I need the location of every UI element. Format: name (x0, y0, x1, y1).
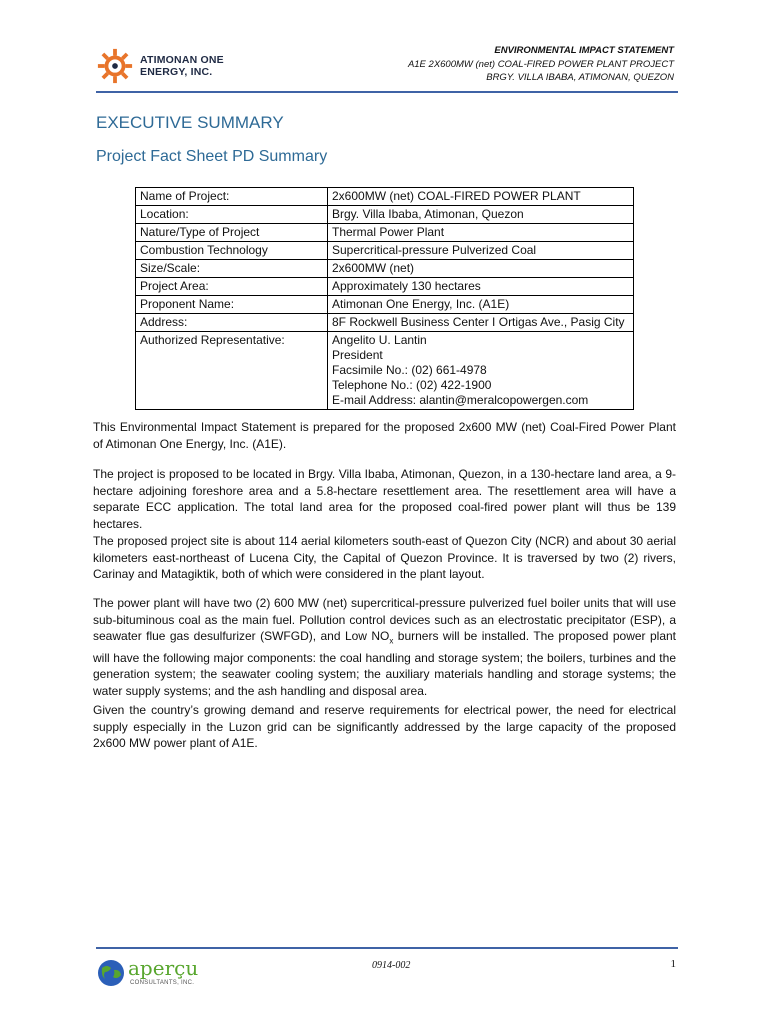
paragraph-components (93, 595, 676, 699)
fact-label: Location: (136, 206, 328, 224)
fact-value: Thermal Power Plant (328, 224, 634, 242)
paragraph-intro: This Environmental Impact Statement is prepared for the proposed 2x600 MW (net) Coal-Fired Power Plant of Atimonan One Energy, Inc. (A1E). (93, 420, 676, 451)
rep-telephone: Telephone No.: (02) 422-1900 (332, 378, 492, 392)
paragraph-demand: Given the country’s growing demand and reserve requirements for electrical power, the need for electrical supply especially in the Luzon grid can be significantly addressed by the large capacity of the proposed 2x600 MW power plant of A1E. (93, 703, 676, 750)
nox-subscript: x (389, 636, 394, 646)
document-header (408, 44, 674, 85)
fact-label: Proponent Name: (136, 296, 328, 314)
table-row (136, 242, 634, 260)
table-row (136, 206, 634, 224)
fact-sheet-table (135, 187, 634, 410)
document-code: 0914-002 (372, 960, 411, 971)
representative-details (328, 332, 634, 410)
company-logo (96, 44, 256, 88)
location-line: BRGY. VILLA IBABA, ATIMONAN, QUEZON (486, 72, 674, 83)
fact-value: Atimonan One Energy, Inc. (A1E) (328, 296, 634, 314)
fact-label: Project Area: (136, 278, 328, 296)
table-row (136, 278, 634, 296)
section-subtitle: Project Fact Sheet PD Summary (96, 148, 328, 165)
doc-title: ENVIRONMENTAL IMPACT STATEMENT (494, 45, 674, 56)
header-divider (96, 91, 678, 93)
paragraph-components-part2: burners will be installed. The proposed power plant will have the following major components: the coal handling and storage system; the boilers, turbines and the generation system; the seawater cooling system; the auxiliary materials handling and storage systems; the water supply systems; and the ash handling and disposal area. (93, 629, 676, 698)
consultant-logo (96, 956, 216, 990)
rep-email: E-mail Address: alantin@meralcopowergen.com (332, 393, 589, 407)
fact-label: Authorized Representative: (136, 332, 328, 410)
consultant-name: aperçu (128, 956, 199, 980)
fact-value: 8F Rockwell Business Center I Ortigas Ave., Pasig City (328, 314, 634, 332)
paragraph-location: The project is proposed to be located in Brgy. Villa Ibaba, Atimonan, Quezon, in a 130-hectare land area, a 9-hectare adjoining foreshore area and a 5.8-hectare resettlement area. The resettlement area will have a separate ECC application. The total land area for the proposed coal-fired power plant will thus be 139 hectares. (93, 467, 676, 531)
page-number: 1 (670, 958, 676, 970)
table-row-representative (136, 332, 634, 410)
fact-label: Combustion Technology (136, 242, 328, 260)
table-row (136, 314, 634, 332)
fact-label: Nature/Type of Project (136, 224, 328, 242)
fact-value: 2x600MW (net) COAL-FIRED POWER PLANT (328, 188, 634, 206)
table-row (136, 260, 634, 278)
page-title: EXECUTIVE SUMMARY (96, 113, 284, 132)
company-name-line2: ENERGY, INC. (140, 66, 213, 78)
globe-icon (96, 958, 126, 988)
fact-label: Name of Project: (136, 188, 328, 206)
consultant-subtitle: CONSULTANTS, INC. (130, 980, 195, 986)
fact-value: Supercritical-pressure Pulverized Coal (328, 242, 634, 260)
company-name (140, 54, 224, 78)
fact-value: Approximately 130 hectares (328, 278, 634, 296)
paragraph-site: The proposed project site is about 114 aerial kilometers south-east of Quezon City (NCR) and about 30 aerial kilometers east-northeast of Lucena City, the Capital of Quezon Province. It is traversed by two (2) rivers, Carinay and Matagiktik, both of which were considered in the plant layout. (93, 534, 676, 581)
gear-logo-icon (96, 47, 134, 85)
table-row (136, 188, 634, 206)
rep-fax: Facsimile No.: (02) 661-4978 (332, 363, 487, 377)
fact-label: Address: (136, 314, 328, 332)
fact-value: Brgy. Villa Ibaba, Atimonan, Quezon (328, 206, 634, 224)
company-name-line1: ATIMONAN ONE (140, 54, 224, 66)
fact-value: 2x600MW (net) (328, 260, 634, 278)
project-line: A1E 2X600MW (net) COAL-FIRED POWER PLANT PROJECT (407, 58, 674, 70)
rep-position: President (332, 348, 383, 362)
table-row (136, 224, 634, 242)
fact-label: Size/Scale: (136, 260, 328, 278)
paragraph-components-part1: The power plant will have two (2) 600 MW (net) supercritical-pressure pulverized fuel boiler units that will use sub-bituminous coal as the main fuel. Pollution control devices such as an electrostatic precipitator (ESP), a seawater flue gas desulfurizer (SWFGD), and Low NO (93, 596, 676, 643)
rep-name: Angelito U. Lantin (332, 333, 427, 347)
footer-divider (96, 947, 678, 949)
table-row (136, 296, 634, 314)
